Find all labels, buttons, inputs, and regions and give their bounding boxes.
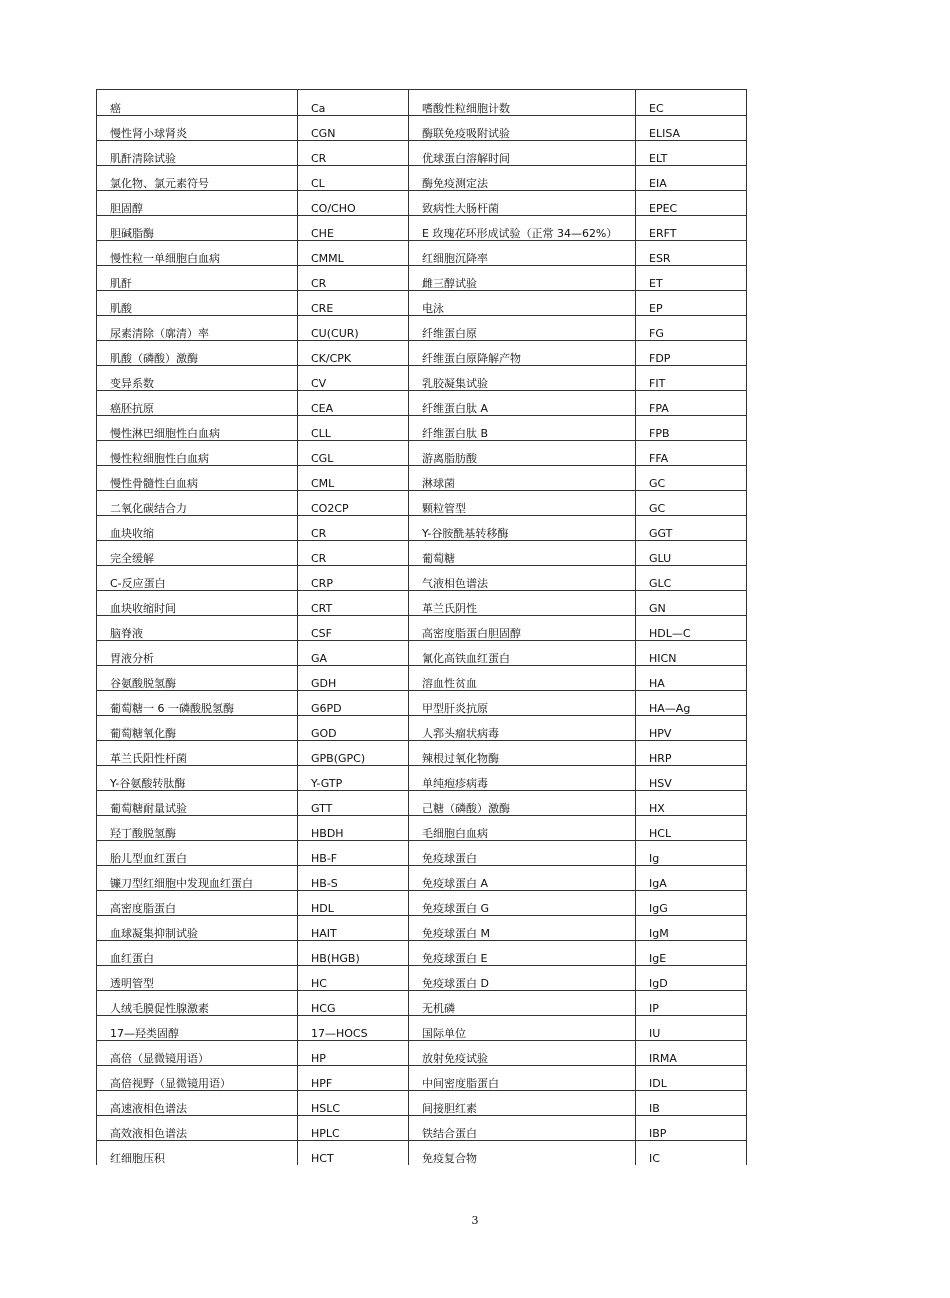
table-row [97,90,747,116]
table-row [97,1041,747,1066]
term-cn-cell: 尿素清除（廓清）率 [97,316,298,341]
abbreviation-cell: IgM [636,916,747,941]
term-cn-cell: 酶联免疫吸附试验 [409,116,636,141]
term-cn-cell: 血块收缩 [97,516,298,541]
table-row [97,441,747,466]
abbreviation-cell: FIT [636,366,747,391]
term-cn-cell: 血红蛋白 [97,941,298,966]
abbreviation-cell: CRT [298,591,409,616]
abbreviation-cell: CO2CP [298,491,409,516]
term-cn-cell: 胆固醇 [97,191,298,216]
abbreviation-cell: FPA [636,391,747,416]
term-cn-cell: 淋球菌 [409,466,636,491]
abbreviation-cell: GGT [636,516,747,541]
term-cn-cell: 己糖（磷酸）激酶 [409,791,636,816]
term-cn-cell: 红细胞沉降率 [409,241,636,266]
abbreviation-cell: Y-GTP [298,766,409,791]
term-cn-cell: 癌 [97,90,298,116]
table-row [97,416,747,441]
term-cn-cell: 颗粒管型 [409,491,636,516]
abbreviation-cell: HBDH [298,816,409,841]
abbreviation-cell: IB [636,1091,747,1116]
abbreviation-cell: HPV [636,716,747,741]
abbreviation-cell: ELISA [636,116,747,141]
abbreviation-cell: IgE [636,941,747,966]
term-cn-cell: 高倍视野（显微镜用语） [97,1066,298,1091]
term-cn-cell: 二氧化碳结合力 [97,491,298,516]
term-cn-cell: 免疫球蛋白 A [409,866,636,891]
abbreviation-cell: HDL [298,891,409,916]
table-row [97,866,747,891]
abbreviation-cell: 17—HOCS [298,1016,409,1041]
term-cn-cell: 免疫球蛋白 M [409,916,636,941]
abbreviation-cell: HCG [298,991,409,1016]
table-row [97,266,747,291]
term-cn-cell: 气液相色谱法 [409,566,636,591]
abbreviation-cell: CRE [298,291,409,316]
abbreviation-cell: IgG [636,891,747,916]
term-cn-cell: 单纯疱疹病毒 [409,766,636,791]
abbreviation-cell: HC [298,966,409,991]
abbreviation-cell: Ca [298,90,409,116]
term-cn-cell: 免疫球蛋白 E [409,941,636,966]
term-cn-cell: 免疫复合物 [409,1141,636,1166]
abbreviation-cell: EIA [636,166,747,191]
abbreviation-cell: GLC [636,566,747,591]
term-cn-cell: 人绒毛膜促性腺激素 [97,991,298,1016]
term-cn-cell: 脑脊液 [97,616,298,641]
term-cn-cell: E 玫瑰花环形成试验（正常 34—62%） [409,216,636,241]
abbreviation-cell: CU(CUR) [298,316,409,341]
term-cn-cell: 慢性骨髓性白血病 [97,466,298,491]
term-cn-cell: 游离脂肪酸 [409,441,636,466]
abbreviation-table [96,89,747,1165]
abbreviation-cell: ELT [636,141,747,166]
term-cn-cell: 嗜酸性粒细胞计数 [409,90,636,116]
term-cn-cell: 中间密度脂蛋白 [409,1066,636,1091]
term-cn-cell: 电泳 [409,291,636,316]
term-cn-cell: 高倍（显微镜用语） [97,1041,298,1066]
abbreviation-cell: HICN [636,641,747,666]
table-row [97,616,747,641]
abbreviation-cell: IU [636,1016,747,1041]
abbreviation-cell: GC [636,491,747,516]
abbreviation-cell: FG [636,316,747,341]
abbreviation-cell: CML [298,466,409,491]
term-cn-cell: 葡萄糖一 6 一磷酸脱氢酶 [97,691,298,716]
term-cn-cell: 肌酸（磷酸）激酶 [97,341,298,366]
term-cn-cell: 变异系数 [97,366,298,391]
table-row [97,566,747,591]
table-row [97,466,747,491]
abbreviation-cell: HPLC [298,1116,409,1141]
abbreviation-cell: HP [298,1041,409,1066]
term-cn-cell: 葡萄糖氧化酶 [97,716,298,741]
term-cn-cell: 慢性粒细胞性白血病 [97,441,298,466]
abbreviation-cell: HAIT [298,916,409,941]
abbreviation-cell: GPB(GPC) [298,741,409,766]
table-row [97,1091,747,1116]
abbreviation-cell: HB-F [298,841,409,866]
term-cn-cell: 慢性粒一单细胞白血病 [97,241,298,266]
table-row [97,1016,747,1041]
term-cn-cell: 优球蛋白溶解时间 [409,141,636,166]
term-cn-cell: 革兰氏阳性杆菌 [97,741,298,766]
table-row [97,216,747,241]
term-cn-cell: 辣根过氧化物酶 [409,741,636,766]
abbreviation-cell: IgD [636,966,747,991]
table-row [97,841,747,866]
table-row [97,591,747,616]
abbreviation-cell: HPF [298,1066,409,1091]
abbreviation-cell: EC [636,90,747,116]
abbreviation-cell: CO/CHO [298,191,409,216]
term-cn-cell: 毛细胞白血病 [409,816,636,841]
abbreviation-cell: ESR [636,241,747,266]
abbreviation-cell: GC [636,466,747,491]
table-row [97,766,747,791]
abbreviation-cell: CLL [298,416,409,441]
term-cn-cell: 革兰氏阴性 [409,591,636,616]
term-cn-cell: 国际单位 [409,1016,636,1041]
table-row [97,641,747,666]
table-row [97,1141,747,1166]
table-row [97,391,747,416]
abbreviation-cell: EPEC [636,191,747,216]
table-row [97,916,747,941]
abbreviation-cell: G6PD [298,691,409,716]
table-row [97,366,747,391]
abbreviation-cell: HRP [636,741,747,766]
term-cn-cell: 溶血性贫血 [409,666,636,691]
abbreviation-cell: IC [636,1141,747,1166]
term-cn-cell: 红细胞压积 [97,1141,298,1166]
table-row [97,941,747,966]
abbreviation-cell: HX [636,791,747,816]
abbreviation-cell: HSLC [298,1091,409,1116]
table-row [97,141,747,166]
abbreviation-cell: HCL [636,816,747,841]
term-cn-cell: 血块收缩时间 [97,591,298,616]
abbreviation-cell: HB-S [298,866,409,891]
abbreviation-cell: CSF [298,616,409,641]
term-cn-cell: 乳胶凝集试验 [409,366,636,391]
term-cn-cell: 羟丁酸脱氢酶 [97,816,298,841]
page-number: 3 [471,1214,479,1227]
abbreviation-cell: IgA [636,866,747,891]
table-row [97,316,747,341]
table-row [97,816,747,841]
term-cn-cell: 胆碱脂酶 [97,216,298,241]
abbreviation-cell: ERFT [636,216,747,241]
term-cn-cell: 高速液相色谱法 [97,1091,298,1116]
table-row [97,666,747,691]
table-row [97,491,747,516]
table-row [97,116,747,141]
term-cn-cell: 纤维蛋白原 [409,316,636,341]
table-row [97,991,747,1016]
abbreviation-cell: CR [298,541,409,566]
term-cn-cell: 免疫球蛋白 [409,841,636,866]
term-cn-cell: 透明管型 [97,966,298,991]
term-cn-cell: 肌酐清除试验 [97,141,298,166]
abbreviation-cell: Ig [636,841,747,866]
table-row [97,1116,747,1141]
table-row [97,791,747,816]
abbreviation-cell: CGL [298,441,409,466]
term-cn-cell: 人郛头瘤状病毒 [409,716,636,741]
table-row [97,741,747,766]
abbreviation-cell: GOD [298,716,409,741]
term-cn-cell: 葡萄糖耐量试验 [97,791,298,816]
abbreviation-cell: CV [298,366,409,391]
abbreviation-cell: ET [636,266,747,291]
term-cn-cell: 葡萄糖 [409,541,636,566]
term-cn-cell: Y-谷氨酸转肽酶 [97,766,298,791]
term-cn-cell: 放射免疫试验 [409,1041,636,1066]
table-row [97,291,747,316]
abbreviation-cell: HA [636,666,747,691]
term-cn-cell: 免疫球蛋白 G [409,891,636,916]
abbreviation-cell: CEA [298,391,409,416]
term-cn-cell: 癌胚抗原 [97,391,298,416]
abbreviation-cell: HDL—C [636,616,747,641]
term-cn-cell: 血球凝集抑制试验 [97,916,298,941]
term-cn-cell: 纤维蛋白肽 B [409,416,636,441]
term-cn-cell: 肌酐 [97,266,298,291]
term-cn-cell: 慢性肾小球肾炎 [97,116,298,141]
abbreviation-cell: GA [298,641,409,666]
abbreviation-cell: FFA [636,441,747,466]
abbreviation-cell: CK/CPK [298,341,409,366]
abbreviation-cell: CR [298,141,409,166]
abbreviation-cell: CHE [298,216,409,241]
abbreviation-cell: HB(HGB) [298,941,409,966]
term-cn-cell: 谷氨酸脱氢酶 [97,666,298,691]
term-cn-cell: C-反应蛋白 [97,566,298,591]
table-row [97,191,747,216]
term-cn-cell: 酶免疫测定法 [409,166,636,191]
table-row [97,341,747,366]
abbreviation-cell: CR [298,266,409,291]
abbreviation-cell: HSV [636,766,747,791]
table-row [97,1066,747,1091]
term-cn-cell: 铁结合蛋白 [409,1116,636,1141]
term-cn-cell: 氰化高铁血红蛋白 [409,641,636,666]
term-cn-cell: 甲型肝炎抗原 [409,691,636,716]
abbreviation-cell: GN [636,591,747,616]
term-cn-cell: 胎儿型血红蛋白 [97,841,298,866]
term-cn-cell: 慢性淋巴细胞性白血病 [97,416,298,441]
table-row [97,166,747,191]
abbreviation-cell: FDP [636,341,747,366]
term-cn-cell: Y-谷胺酰基转移酶 [409,516,636,541]
abbreviation-cell: IBP [636,1116,747,1141]
abbreviation-cell: HCT [298,1141,409,1166]
abbreviation-cell: GTT [298,791,409,816]
abbreviation-cell: CL [298,166,409,191]
table-row [97,716,747,741]
abbreviation-cell: EP [636,291,747,316]
table-row [97,691,747,716]
term-cn-cell: 17—羟类固醇 [97,1016,298,1041]
abbreviation-cell: IRMA [636,1041,747,1066]
abbreviation-cell: CGN [298,116,409,141]
table-row [97,541,747,566]
abbreviation-cell: GDH [298,666,409,691]
term-cn-cell: 高密度脂蛋白 [97,891,298,916]
term-cn-cell: 致病性大肠杆菌 [409,191,636,216]
table-body [97,90,747,1166]
term-cn-cell: 镰刀型红细胞中发现血红蛋白 [97,866,298,891]
abbreviation-cell: GLU [636,541,747,566]
term-cn-cell: 完全缓解 [97,541,298,566]
abbreviation-cell: CR [298,516,409,541]
abbreviation-cell: IP [636,991,747,1016]
term-cn-cell: 间接胆红素 [409,1091,636,1116]
table-row [97,891,747,916]
term-cn-cell: 无机磷 [409,991,636,1016]
term-cn-cell: 高密度脂蛋白胆固醇 [409,616,636,641]
term-cn-cell: 氯化物、氯元素符号 [97,166,298,191]
term-cn-cell: 免疫球蛋白 D [409,966,636,991]
term-cn-cell: 纤维蛋白原降解产物 [409,341,636,366]
term-cn-cell: 肌酸 [97,291,298,316]
abbreviation-cell: IDL [636,1066,747,1091]
term-cn-cell: 纤维蛋白肽 A [409,391,636,416]
abbreviation-cell: FPB [636,416,747,441]
term-cn-cell: 高效液相色谱法 [97,1116,298,1141]
term-cn-cell: 雌三醇试验 [409,266,636,291]
term-cn-cell: 胃液分析 [97,641,298,666]
abbreviation-cell: HA—Ag [636,691,747,716]
abbreviation-cell: CMML [298,241,409,266]
table-row [97,516,747,541]
table-row [97,966,747,991]
abbreviation-cell: CRP [298,566,409,591]
table-row [97,241,747,266]
